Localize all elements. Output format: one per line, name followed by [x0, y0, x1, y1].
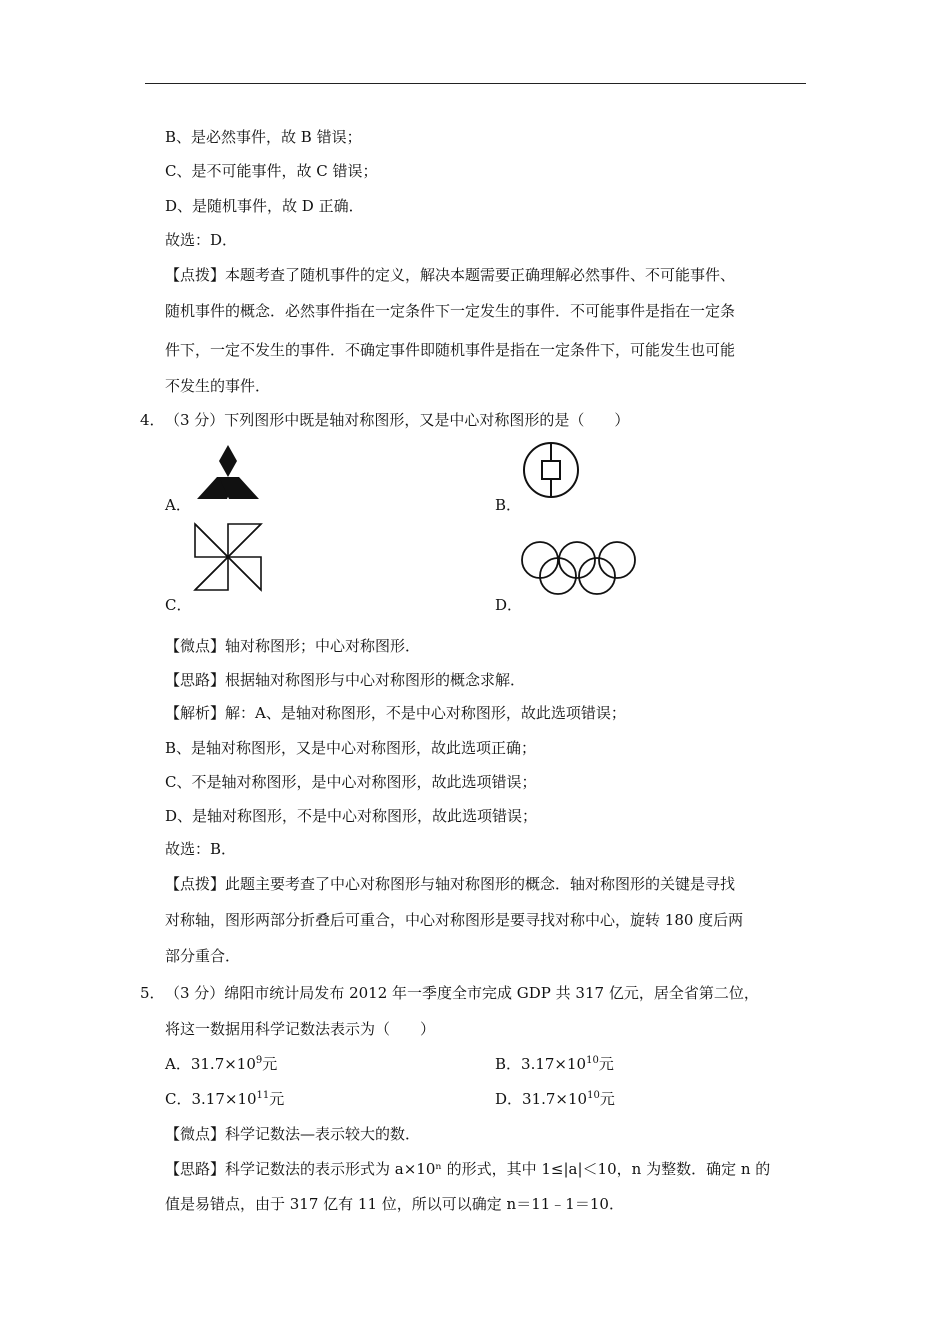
q5-option-d-exponent: 10 [587, 1090, 600, 1101]
q4-option-b: B． [495, 496, 522, 514]
q5-weidian: 【微点】科学记数法—表示较大的数． [165, 1125, 421, 1143]
q4-stem: （3 分）下列图形中既是轴对称图形，又是中心对称图形的是（ ） [165, 411, 630, 429]
prev-line-c: C、是不可能事件，故 C 错误； [165, 162, 378, 180]
q4-option-c: C． [165, 596, 192, 614]
q4-figure-c [193, 522, 263, 592]
q4-tip-3: 部分重合． [165, 947, 241, 965]
q4-figure-b [520, 441, 582, 499]
q5-silu-2: 值是易错点，由于 317 亿有 11 位，所以可以确定 n＝11﹣1＝10． [165, 1195, 624, 1213]
q5-option-d [495, 1088, 615, 1109]
q4-line-c: C、不是轴对称图形，是中心对称图形，故此选项错误； [165, 773, 537, 791]
q5-option-c-exponent: 11 [256, 1090, 270, 1101]
q5-option-b [495, 1053, 614, 1074]
q5-option-c-unit: 元 [269, 1090, 285, 1108]
prev-tip-2: 随机事件的概念．必然事件指在一定条件下一定发生的事件．不可能事件是指在一定条 [165, 302, 736, 320]
q5-option-a-unit: 元 [262, 1055, 278, 1073]
q5-option-a-base: A．31.7×10 [165, 1055, 256, 1073]
q5-option-b-exponent: 10 [586, 1055, 599, 1066]
prev-tip-3: 件下，一定不发生的事件．不确定事件即随机事件是指在一定条件下，可能发生也可能 [165, 341, 736, 359]
q5-stem-1: （3 分）绵阳市统计局发布 2012 年一季度全市完成 GDP 共 317 亿元，居全省第二位， [165, 984, 759, 1002]
q5-option-a-exponent: 9 [255, 1055, 263, 1066]
prev-line-d: D、是随机事件，故 D 正确． [165, 197, 364, 215]
q4-answer: 故选：B． [165, 840, 237, 858]
q5-option-d-base: D．31.7×10 [495, 1090, 588, 1108]
q4-option-d: D． [495, 596, 523, 614]
q4-number: 4． [140, 411, 165, 429]
q5-option-b-base: B．3.17×10 [495, 1055, 587, 1073]
q5-option-b-unit: 元 [598, 1055, 614, 1073]
q5-stem-2: 将这一数据用科学记数法表示为（ ） [165, 1020, 436, 1038]
q4-line-b: B、是轴对称图形，又是中心对称图形，故此选项正确； [165, 739, 537, 757]
prev-answer: 故选：D． [165, 231, 238, 249]
q4-silu: 【思路】根据轴对称图形与中心对称图形的概念求解． [165, 671, 526, 689]
prev-line-b: B、是必然事件，故 B 错误； [165, 128, 362, 146]
q5-option-c-base: C．3.17×10 [165, 1090, 257, 1108]
q5-option-a [165, 1053, 277, 1074]
q5-silu-1: 【思路】科学记数法的表示形式为 a×10ⁿ 的形式，其中 1≤|a|＜10，n 为整数．确定 n 的 [165, 1160, 771, 1178]
q5-option-d-unit: 元 [599, 1090, 615, 1108]
q4-weidian: 【微点】轴对称图形；中心对称图形． [165, 637, 421, 655]
q4-figure-d [520, 540, 642, 596]
q5-option-c [165, 1088, 284, 1109]
q4-line-d: D、是轴对称图形，不是中心对称图形，故此选项错误； [165, 807, 538, 825]
q5-number: 5． [140, 984, 165, 1002]
q4-tip-2: 对称轴，图形两部分折叠后可重合，中心对称图形是要寻找对称中心，旋转 180 度后两 [165, 911, 744, 929]
q4-figure-a [193, 443, 263, 501]
prev-tip-4: 不发生的事件． [165, 377, 271, 395]
q4-tip-1: 【点拨】此题主要考查了中心对称图形与轴对称图形的概念．轴对称图形的关键是寻找 [165, 875, 736, 893]
q4-jiexi: 【解析】解：A、是轴对称图形，不是中心对称图形，故此选项错误； [165, 704, 626, 722]
prev-tip-1: 【点拨】本题考查了随机事件的定义，解决本题需要正确理解必然事件、不可能事件、 [165, 266, 736, 284]
q4-option-a: A． [165, 496, 191, 514]
header-rule [145, 83, 806, 84]
